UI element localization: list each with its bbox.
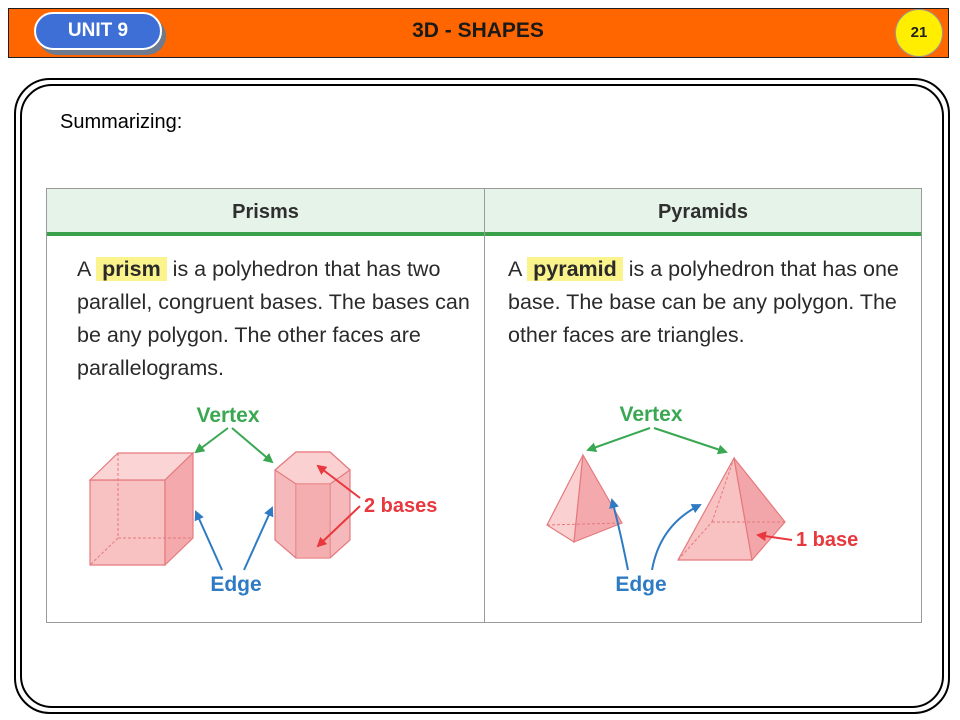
page-title: 3D - SHAPES: [412, 19, 544, 42]
pyramid-vertex-arrow-left: [588, 428, 650, 450]
pyramid-base-label: 1 base: [796, 529, 859, 551]
prism-highlight: prism: [96, 257, 167, 281]
summary-label: Summarizing:: [60, 111, 183, 133]
pyramid-text-before: A: [508, 257, 528, 281]
page-number-badge: 21: [895, 9, 943, 57]
prisms-heading: Prisms: [47, 189, 484, 236]
pyramids-heading: Pyramids: [485, 189, 921, 236]
unit-label: UNIT 9: [67, 20, 129, 41]
pyramid-vertex-label: Vertex: [619, 403, 683, 426]
prism-bases-label: 2 bases: [364, 495, 438, 517]
prism-vertex-label: Vertex: [196, 404, 260, 427]
pyramid-highlight: pyramid: [527, 257, 623, 281]
pyramid-edge-arrow-left: [612, 500, 628, 570]
pyramid-edge-label: Edge: [615, 573, 667, 596]
prism-text-after: is a polyhedron that has two parallel, congruent bases. The bases can be any polygon. The other faces are parallelograms.: [77, 257, 470, 380]
pyramid-vertex-arrow-right: [654, 428, 726, 452]
prism-text-before: A: [77, 257, 97, 281]
triangular-pyramid-shape: [547, 455, 622, 542]
prism-edge-label: Edge: [210, 573, 262, 596]
pyramid-text-after: is a polyhedron that has one base. The base can be any polygon. The other faces are triangles.: [508, 257, 899, 347]
